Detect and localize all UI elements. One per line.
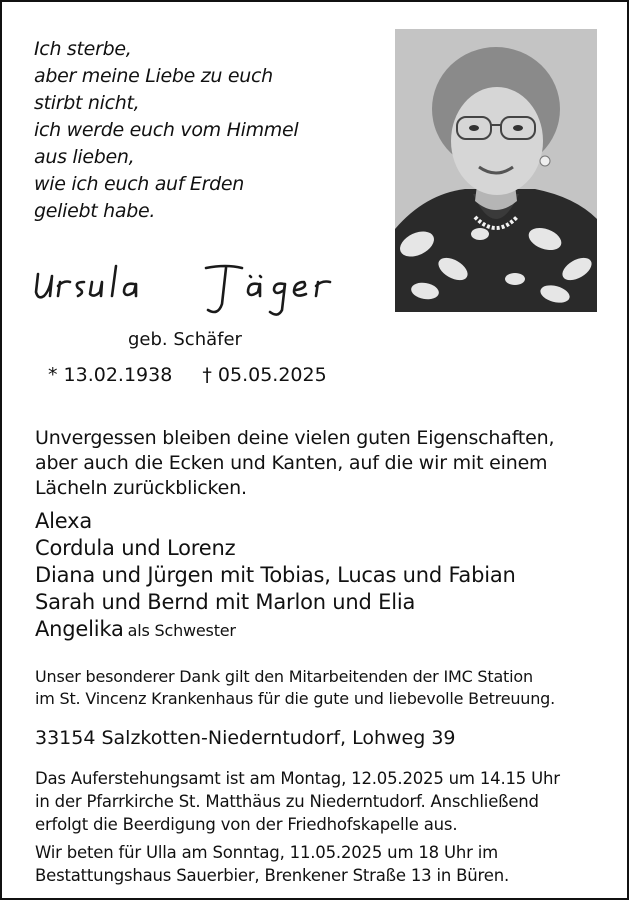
family-member: Sarah und Bernd mit Marlon und Elia <box>35 590 416 614</box>
family-member: Cordula und Lorenz <box>35 536 236 560</box>
thanks-line: Unser besonderer Dank gilt den Mitarbeitenden der IMC Station <box>35 667 533 686</box>
poem-line: aus lieben, <box>34 146 135 168</box>
poem-line: wie ich euch auf Erden <box>34 173 245 195</box>
family-address: 33154 Salzkotten-Niederntudorf, Lohweg 39 <box>35 727 456 749</box>
handwritten-signature <box>30 252 370 322</box>
family-member: Diana und Jürgen mit Tobias, Lucas und Fabian <box>35 563 516 587</box>
farewell-line: aber auch die Ecken und Kanten, auf die wir mit einem <box>35 452 548 474</box>
farewell-line: Lächeln zurückblicken. <box>35 477 247 499</box>
farewell-text <box>35 426 605 501</box>
birth-date: * 13.02.1938 <box>48 364 173 386</box>
family-list <box>35 508 605 644</box>
poem <box>34 36 379 225</box>
farewell-line: Unvergessen bleiben deine vielen guten Eigenschaften, <box>35 427 555 449</box>
poem-line: aber meine Liebe zu euch <box>34 65 273 87</box>
poem-line: stirbt nicht, <box>34 92 140 114</box>
poem-line: ich werde euch vom Himmel <box>34 119 299 141</box>
thanks-text <box>35 666 605 710</box>
funeral-line: Das Auferstehungsamt ist am Montag, 12.05.2025 um 14.15 Uhr <box>35 769 560 788</box>
family-member: Alexa <box>35 509 93 533</box>
prayer-info <box>35 841 605 887</box>
sibling-name: Angelika <box>35 617 124 641</box>
sibling-relation: als Schwester <box>127 621 236 640</box>
funeral-line: in der Pfarrkirche St. Matthäus zu Niederntudorf. Anschließend <box>35 792 539 811</box>
family-member-sibling <box>35 616 605 644</box>
prayer-line: Bestattungshaus Sauerbier, Brenkener Straße 13 in Büren. <box>35 866 510 885</box>
death-date: † 05.05.2025 <box>202 364 327 386</box>
thanks-line: im St. Vincenz Krankenhaus für die gute und liebevolle Betreuung. <box>35 689 556 708</box>
prayer-line: Wir beten für Ulla am Sonntag, 11.05.2025 um 18 Uhr im <box>35 843 499 862</box>
maiden-name: geb. Schäfer <box>128 329 242 350</box>
funeral-info <box>35 767 605 836</box>
portrait-photo <box>395 29 597 312</box>
funeral-line: erfolgt die Beerdigung von der Friedhofskapelle aus. <box>35 815 458 834</box>
poem-line: geliebt habe. <box>34 200 156 222</box>
life-dates <box>48 364 327 386</box>
poem-line: Ich sterbe, <box>34 38 132 60</box>
